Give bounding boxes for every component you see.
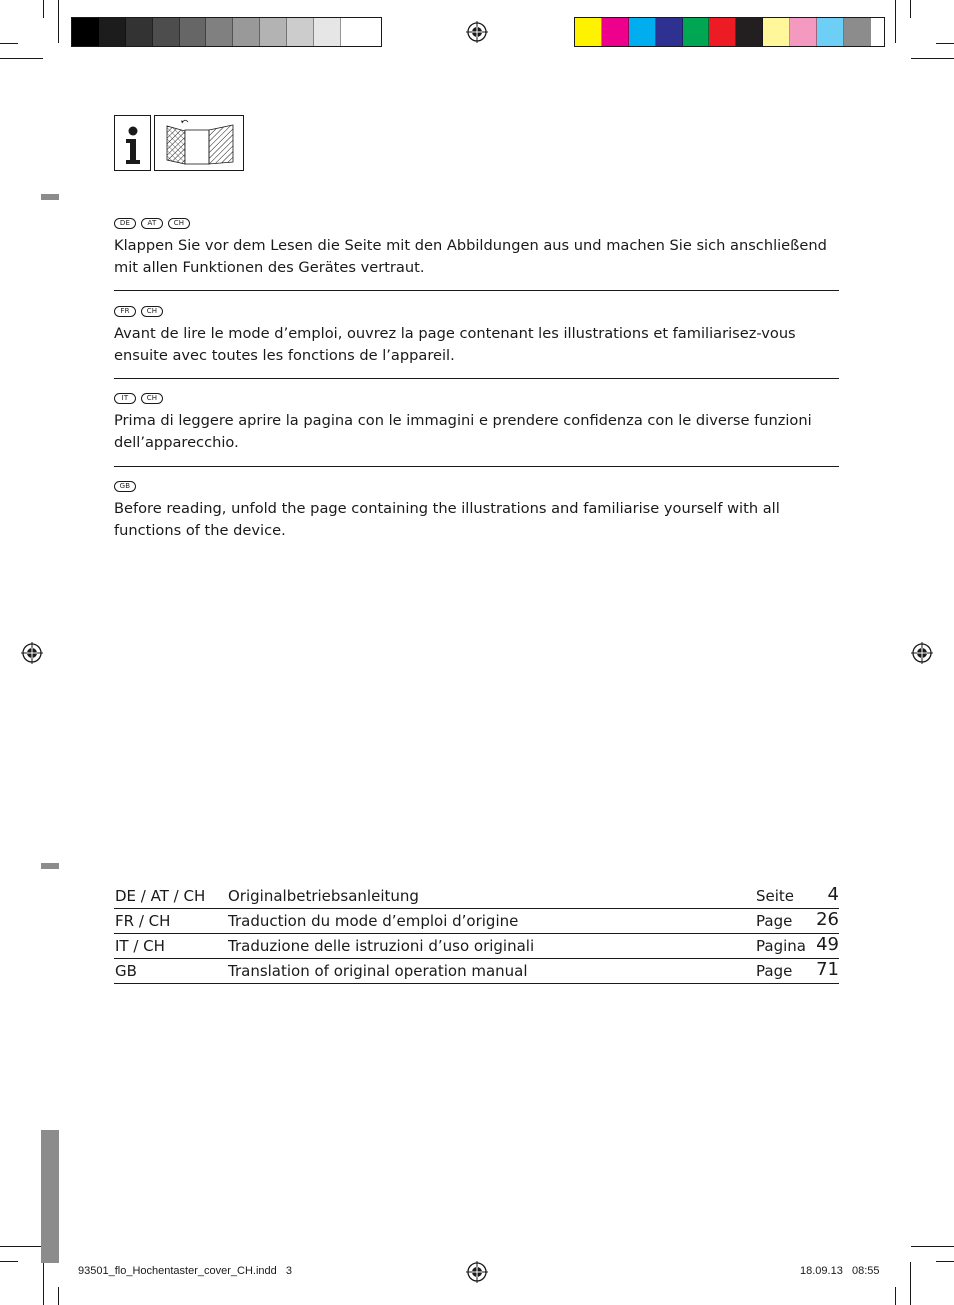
toc-language-code: GB xyxy=(115,962,137,980)
toc-page-label: Page xyxy=(756,912,793,930)
crop-mark xyxy=(910,0,911,18)
color-swatch xyxy=(126,18,153,46)
color-swatch xyxy=(844,18,871,46)
toc-title: Traduzione delle istruzioni d’uso originali xyxy=(228,937,535,955)
foldout-page-icon xyxy=(155,116,243,170)
footer-file-info: 93501_flo_Hochentaster_cover_CH.indd 3 xyxy=(78,1265,293,1277)
toc-page-number: 26 xyxy=(816,909,839,930)
color-swatch xyxy=(790,18,817,46)
side-marker xyxy=(41,194,59,200)
country-badge: FR xyxy=(114,306,136,317)
crop-mark xyxy=(0,1261,18,1262)
color-swatch xyxy=(314,18,341,46)
toc-page-number: 71 xyxy=(816,959,839,980)
color-swatch xyxy=(72,18,99,46)
toc-language-code: DE / AT / CH xyxy=(115,887,206,905)
crop-mark xyxy=(0,1246,43,1247)
toc-row[interactable] xyxy=(114,884,839,909)
country-badge: GB xyxy=(114,481,136,492)
crop-mark xyxy=(895,1287,896,1305)
instruction-text-de: Klappen Sie vor dem Lesen die Seite mit den Abbildungen aus und machen Sie sich anschließend mit allen Funktionen des Gerätes vertraut. xyxy=(114,237,827,276)
registration-mark-icon xyxy=(466,1261,488,1283)
country-badge: AT xyxy=(141,218,163,229)
country-badge: CH xyxy=(141,306,163,317)
info-icon xyxy=(115,116,150,170)
toc-title: Translation of original operation manual xyxy=(228,962,528,980)
country-flags-gb xyxy=(114,481,136,492)
country-flags-de xyxy=(114,218,190,229)
crop-mark xyxy=(911,58,954,59)
footer-date: 18.09.13 08:55 xyxy=(800,1265,880,1277)
color-swatch xyxy=(763,18,790,46)
color-swatch xyxy=(153,18,180,46)
color-swatch xyxy=(709,18,736,46)
color-swatch xyxy=(817,18,844,46)
country-flags-fr xyxy=(114,306,163,317)
info-icon-box xyxy=(114,115,151,171)
toc-page-label: Seite xyxy=(756,887,795,905)
toc-row[interactable] xyxy=(114,959,839,984)
crop-mark xyxy=(0,58,43,59)
toc-page-number: 4 xyxy=(827,884,839,905)
instruction-text-fr: Avant de lire le mode d’emploi, ouvrez la page contenant les illustrations et familiarisez-vous ensuite avec toutes les fonctions de l’appareil. xyxy=(114,325,796,364)
country-badge: CH xyxy=(141,393,163,404)
color-swatch xyxy=(341,18,368,46)
color-swatch xyxy=(180,18,207,46)
table-of-contents xyxy=(114,884,839,984)
divider xyxy=(114,290,839,291)
toc-row[interactable] xyxy=(114,934,839,959)
crop-mark xyxy=(936,1261,954,1262)
color-swatch xyxy=(602,18,629,46)
process-color-bar xyxy=(574,17,885,47)
side-tab-bar xyxy=(41,1130,59,1263)
color-swatch xyxy=(260,18,287,46)
color-swatch xyxy=(629,18,656,46)
side-marker xyxy=(41,863,59,869)
crop-mark xyxy=(58,0,59,43)
instruction-text-it: Prima di leggere aprire la pagina con le immagini e prendere confidenza con le diverse funzioni dell’apparecchio. xyxy=(114,412,812,451)
toc-page-number: 49 xyxy=(816,934,839,955)
toc-title: Originalbetriebsanleitung xyxy=(228,887,419,905)
toc-row[interactable] xyxy=(114,909,839,934)
color-swatch xyxy=(736,18,763,46)
registration-mark-icon xyxy=(911,642,933,664)
country-badge: IT xyxy=(114,393,136,404)
color-swatch xyxy=(206,18,233,46)
registration-mark-icon xyxy=(466,21,488,43)
crop-mark xyxy=(0,43,18,44)
color-swatch xyxy=(656,18,683,46)
toc-page-label: Pagina xyxy=(756,937,806,955)
color-swatch xyxy=(575,18,602,46)
crop-mark xyxy=(911,1246,954,1247)
toc-language-code: FR / CH xyxy=(115,912,171,930)
crop-mark xyxy=(43,0,44,18)
color-swatch xyxy=(287,18,314,46)
country-badge: DE xyxy=(114,218,136,229)
toc-language-code: IT / CH xyxy=(115,937,165,955)
crop-mark xyxy=(895,0,896,43)
divider xyxy=(114,378,839,379)
country-badge: CH xyxy=(168,218,190,229)
crop-mark xyxy=(58,1287,59,1305)
foldout-page-icon-box xyxy=(154,115,244,171)
crop-mark xyxy=(910,1262,911,1305)
registration-mark-icon xyxy=(21,642,43,664)
divider xyxy=(114,466,839,467)
instruction-text-gb: Before reading, unfold the page containing the illustrations and familiarise yourself with all functions of the device. xyxy=(114,500,780,539)
toc-page-label: Page xyxy=(756,962,793,980)
crop-mark xyxy=(936,43,954,44)
crop-mark xyxy=(43,1262,44,1305)
color-swatch xyxy=(99,18,126,46)
color-swatch xyxy=(233,18,260,46)
grayscale-color-bar xyxy=(71,17,382,47)
toc-title: Traduction du mode d’emploi d’origine xyxy=(228,912,519,930)
country-flags-it xyxy=(114,393,163,404)
color-swatch xyxy=(683,18,710,46)
